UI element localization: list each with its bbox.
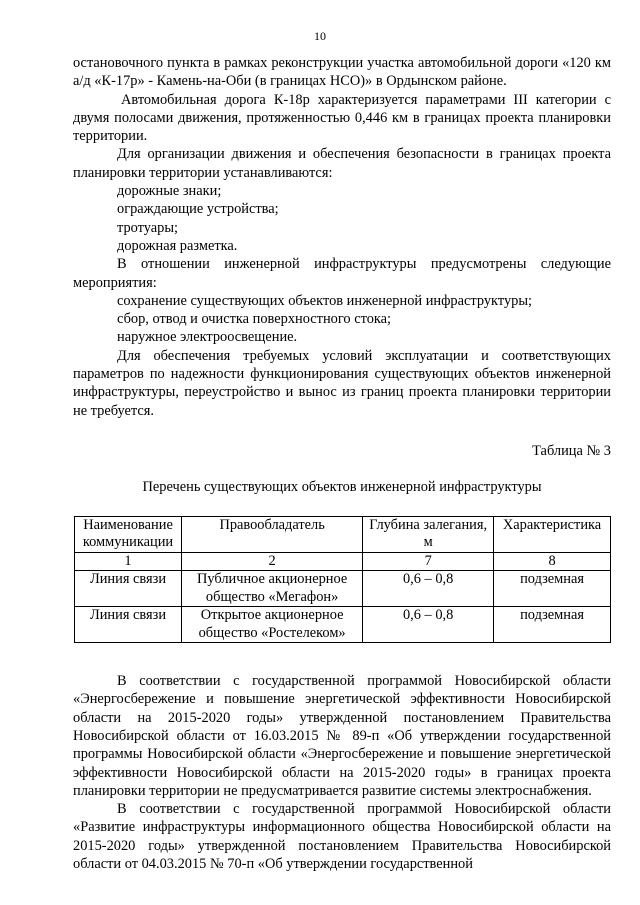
list-item-barriers: ограждающие устройства;	[117, 201, 279, 218]
paragraph-energy-program: В соответствии с государственной программой Новосибирской области «Энергосбережение и повышение энергетической эффективности Новосибирской области на 2015-2020 годы» утвержденной постановлением Правительства Новосибирской области от 16.03.2015 № 89-п «Об утверждении государственной программы Новосибирской области «Энергосбережение и повышение энергетической эффективности Новосибирской области на 2015-2020 годы» в границах проекта планировки территории не предусматривается развитие системы электроснабжения.	[73, 673, 611, 799]
header-depth: Глубина залегания, м	[363, 516, 494, 552]
list-item-runoff: сбор, отвод и очистка поверхностного стока;	[117, 311, 392, 328]
header-owner: Правообладатель	[182, 516, 363, 552]
paragraph-operation-conditions: Для обеспечения требуемых условий эксплуатации и соответствующих параметров по надежности функционирования существующих объектов инженерной инфраструктуры, переустройство и вынос из границ проекта планировки территории не требуется.	[73, 347, 611, 419]
infrastructure-table	[74, 516, 611, 644]
cell-owner: Публичное акционерное общество «Мегафон»	[182, 571, 363, 607]
paragraph-bus-stop: остановочного пункта в рамках реконструкции участка автомобильной дороги «120 км а/д «К-17р» - Камень-на-Оби (в границах НСО)» в Ордынском районе.	[73, 55, 611, 90]
paragraph-information-program: В соответствии с государственной программой Новосибирской области «Развитие инфраструктуры информационного общества Новосибирской области на 2015-2020 годы» утвержденной постановлением Правительства Новосибирской области от 04.03.2015 № 70-п «Об утверждении государственной	[73, 801, 611, 872]
page-number: 10	[314, 29, 326, 43]
table-row	[75, 571, 611, 607]
cell-depth: 0,6 – 0,8	[363, 607, 494, 643]
paragraph-traffic-organization: Для организации движения и обеспечения безопасности в границах проекта планировки территории устанавливаются:	[73, 146, 611, 181]
document-body	[73, 54, 611, 873]
header-communication: Наименование коммуникации	[75, 516, 182, 552]
list-item-road-signs: дорожные знаки;	[117, 183, 222, 200]
table-label: Таблица № 3	[532, 442, 611, 459]
cell-owner: Открытое акционерное общество «Ростелеком»	[182, 607, 363, 643]
table-header-row	[75, 516, 611, 552]
table-title: Перечень существующих объектов инженерной инфраструктуры	[142, 479, 542, 496]
list-item-outdoor-lighting: наружное электроосвещение.	[117, 329, 298, 346]
column-number: 2	[182, 552, 363, 571]
list-item-road-marking: дорожная разметка.	[117, 237, 238, 254]
list-item-preserve-infrastructure: сохранение существующих объектов инженерной инфраструктуры;	[117, 292, 533, 309]
cell-characteristic: подземная	[494, 607, 611, 643]
column-number: 7	[363, 552, 494, 571]
cell-communication: Линия связи	[75, 571, 182, 607]
paragraph-road-parameters: Автомобильная дорога К-18р характеризуется параметрами III категории с двумя полосами движения, протяженностью 0,446 км в границах проекта планировки территории.	[73, 91, 611, 145]
list-item-sidewalks: тротуары;	[117, 219, 179, 236]
cell-communication: Линия связи	[75, 607, 182, 643]
header-characteristic: Характеристика	[494, 516, 611, 552]
cell-depth: 0,6 – 0,8	[363, 571, 494, 607]
table-row	[75, 607, 611, 643]
paragraph-engineering-measures: В отношении инженерной инфраструктуры предусмотрены следующие мероприятия:	[73, 256, 611, 291]
cell-characteristic: подземная	[494, 571, 611, 607]
table-number-row	[75, 552, 611, 571]
column-number: 1	[75, 552, 182, 571]
column-number: 8	[494, 552, 611, 571]
